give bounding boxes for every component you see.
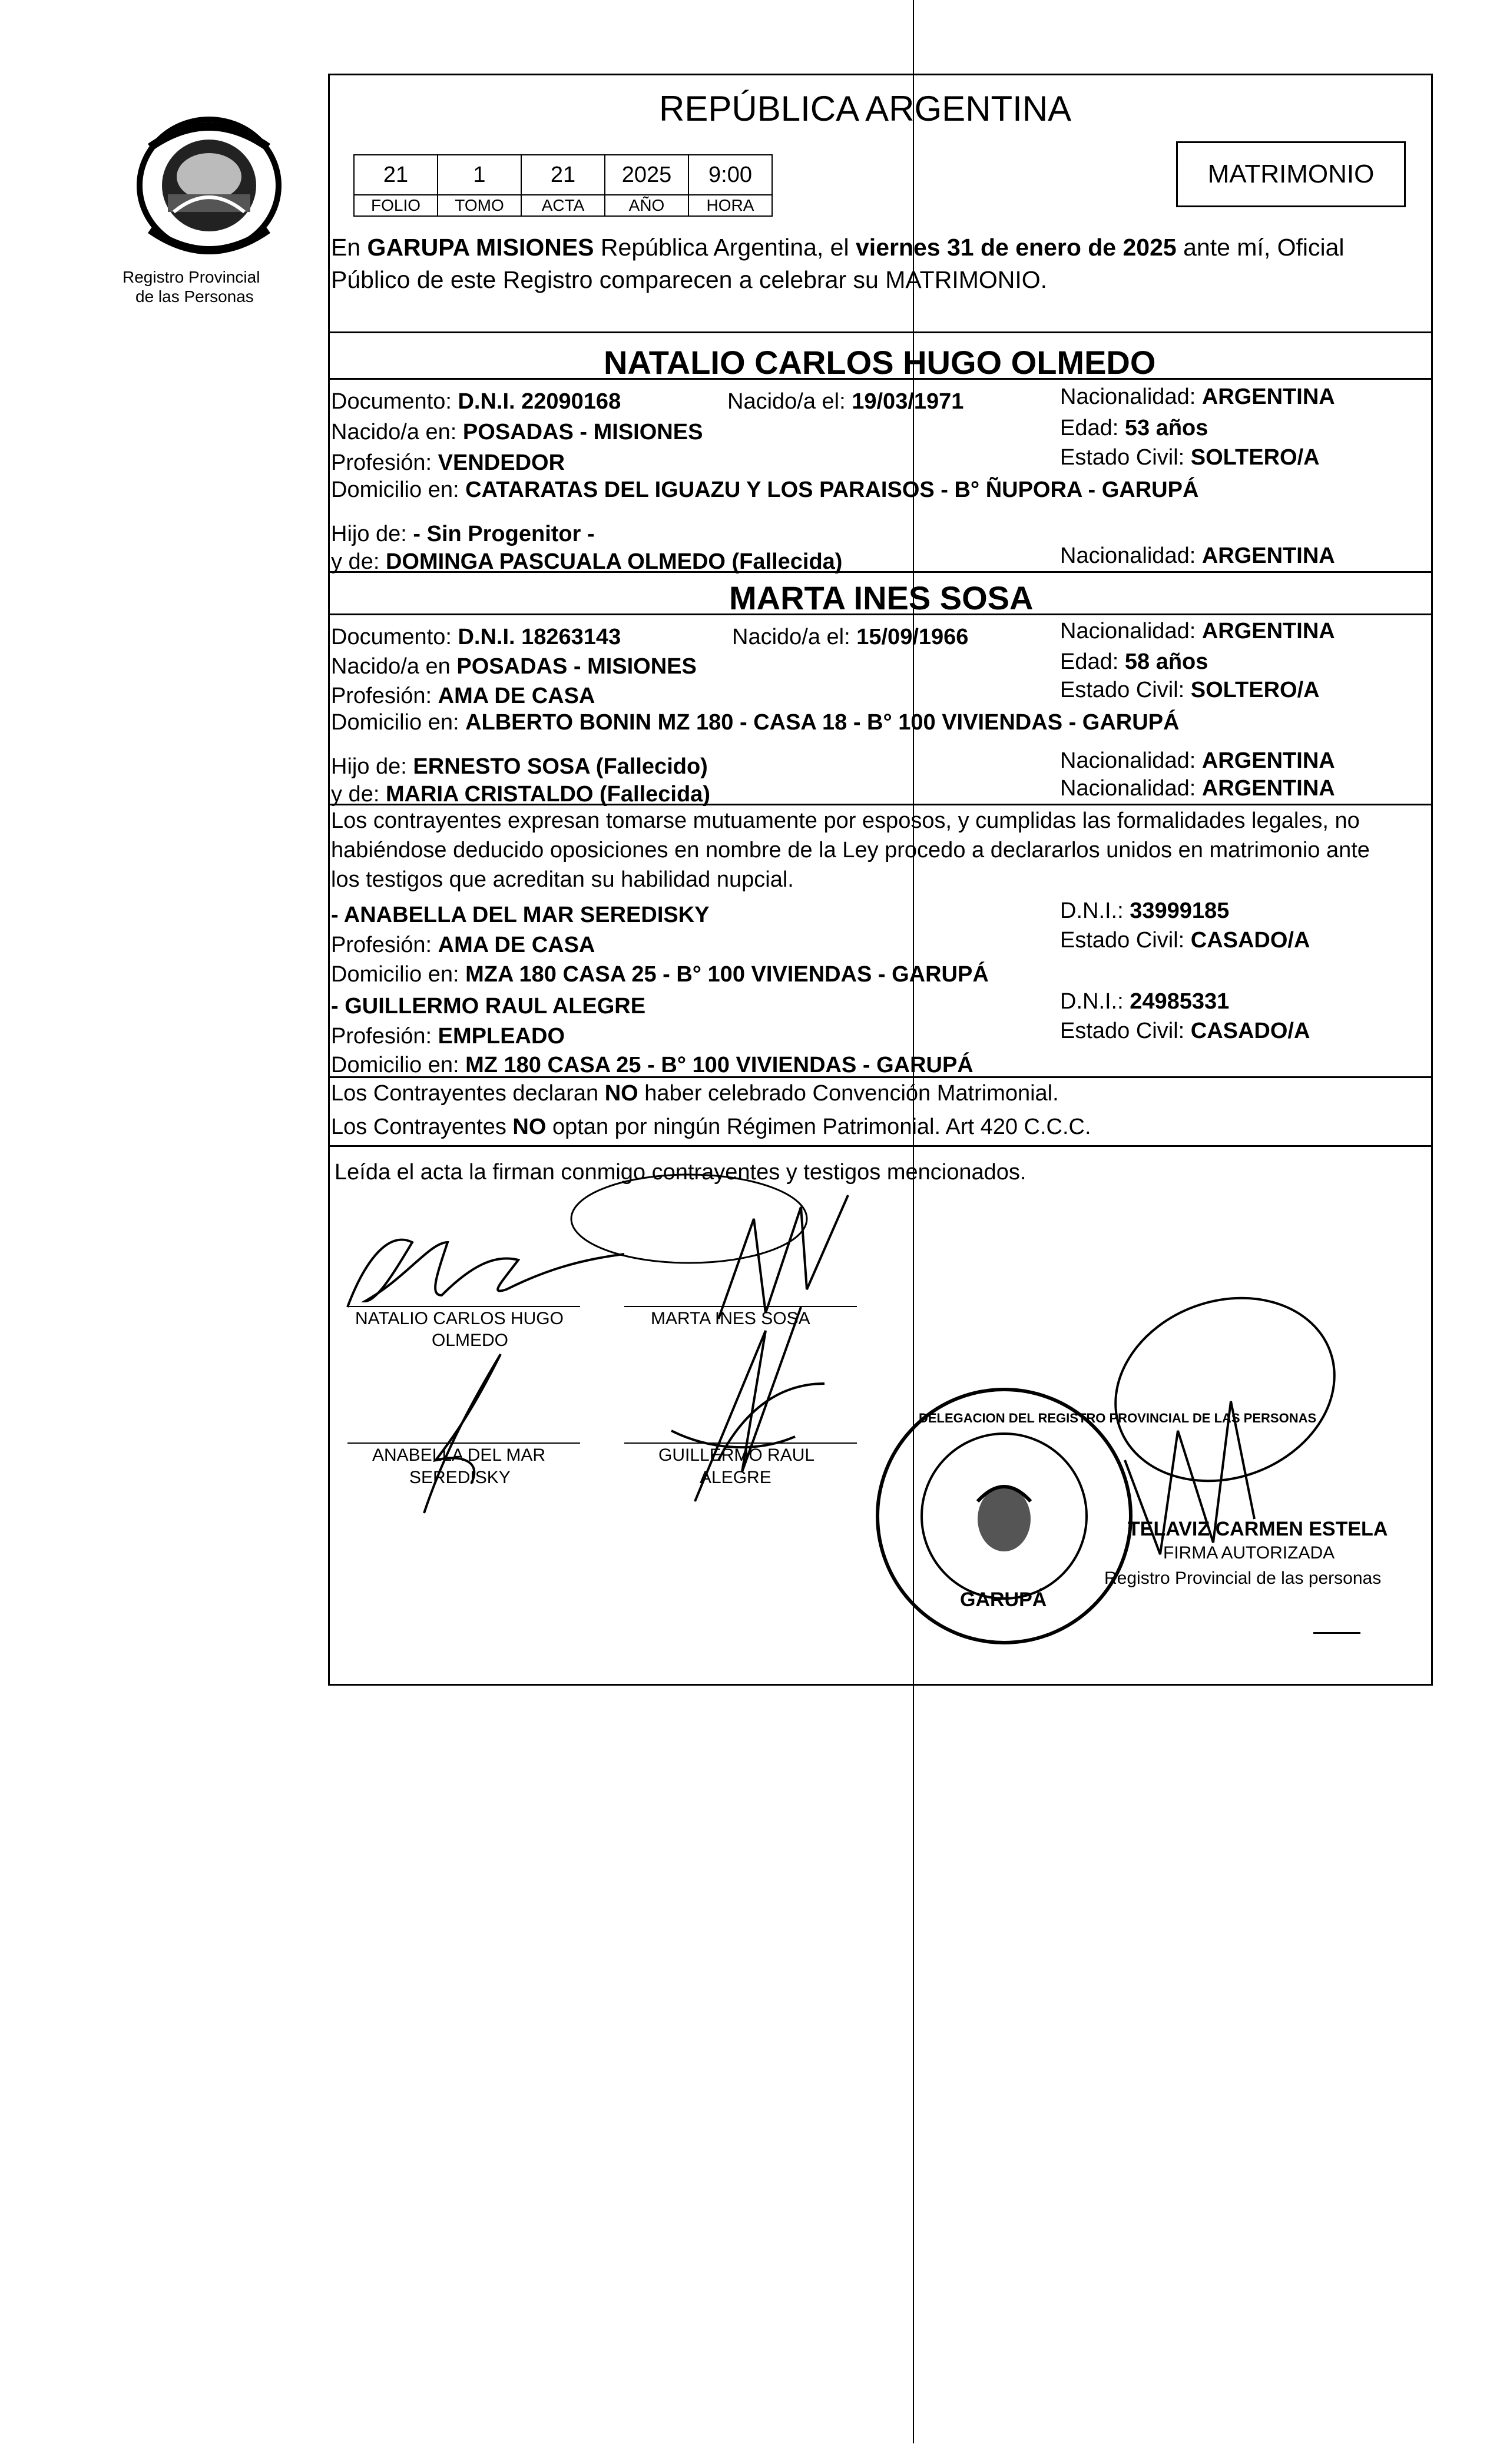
witness1-address: Domicilio en: MZA 180 CASA 25 - B° 100 VIVIENDAS - GARUPÁ: [331, 962, 989, 987]
divider: [328, 1076, 1433, 1078]
signature-line: [347, 1306, 580, 1307]
groom-civil-status: Estado Civil: SOLTERO/A: [1060, 445, 1320, 470]
hour-label: HORA: [688, 195, 772, 216]
groom-name: NATALIO CARLOS HUGO OLMEDO: [604, 344, 1156, 381]
bride-nationality: Nacionalidad: ARGENTINA: [1060, 619, 1335, 644]
witness2-address: Domicilio en: MZ 180 CASA 25 - B° 100 VIVIENDAS - GARUPÁ: [331, 1053, 973, 1077]
official-org: Registro Provincial de las personas: [1104, 1568, 1382, 1588]
bride-mother: y de: MARIA CRISTALDO (Fallecida): [331, 782, 710, 807]
groom-address: Domicilio en: CATARATAS DEL IGUAZU Y LOS PARAISOS - B° ÑUPORA - GARUPÁ: [331, 477, 1199, 502]
hour-value: 9:00: [688, 155, 772, 195]
bride-doc: Documento: D.N.I. 18263143: [331, 625, 621, 649]
groom-mother: y de: DOMINGA PASCUALA OLMEDO (Fallecida): [331, 549, 843, 574]
bride-birthplace: Nacido/a en POSADAS - MISIONES: [331, 654, 697, 679]
groom-nationality: Nacionalidad: ARGENTINA: [1060, 384, 1335, 409]
convention-line1: Los Contrayentes declaran NO haber celebrado Convención Matrimonial.: [331, 1081, 1059, 1106]
declaration-line2: habiéndose deducido oposiciones en nombre de la Ley procedo a declararlos unidos en matrimonio ante: [331, 838, 1370, 863]
w1-sig-label2: SEREDISKY: [409, 1468, 511, 1487]
signature-line: [624, 1442, 857, 1444]
bride-name: MARTA INES SOSA: [729, 579, 1034, 616]
stamp-text: DELEGACION DEL REGISTRO PROVINCIAL DE LAS PERSONAS: [919, 1411, 1317, 1425]
divider: [328, 571, 1433, 573]
witness1-signature: [400, 1342, 518, 1519]
year-label: AÑO: [605, 195, 688, 216]
divider: [328, 378, 1433, 380]
bride-profession: Profesión: AMA DE CASA: [331, 684, 595, 708]
signature-line: [347, 1442, 580, 1444]
witness1-name: - ANABELLA DEL MAR SEREDISKY: [331, 903, 710, 927]
witness1-civil-status: Estado Civil: CASADO/A: [1060, 928, 1310, 953]
groom-father: Hijo de: - Sin Progenitor -: [331, 522, 595, 546]
tomo-value: 1: [438, 155, 521, 195]
page-title: REPÚBLICA ARGENTINA: [659, 89, 1072, 128]
witness2-dni: D.N.I.: 24985331: [1060, 989, 1230, 1014]
intro-line1: En GARUPA MISIONES República Argentina, el viernes 31 de enero de 2025 ante mí, Oficial: [331, 234, 1345, 261]
witness1-dni: D.N.I.: 33999185: [1060, 898, 1230, 923]
signature-line: [624, 1306, 857, 1307]
witness1-profession: Profesión: AMA DE CASA: [331, 933, 595, 957]
acta-value: 21: [521, 155, 605, 195]
bride-address: Domicilio en: ALBERTO BONIN MZ 180 - CASA 18 - B° 100 VIVIENDAS - GARUPÁ: [331, 710, 1180, 735]
witness2-civil-status: Estado Civil: CASADO/A: [1060, 1019, 1310, 1043]
official-name: TELAVIZ CARMEN ESTELA: [1128, 1518, 1388, 1540]
province-seal-icon: [133, 112, 286, 259]
groom-sig-label2: OLMEDO: [432, 1331, 509, 1350]
groom-profession: Profesión: VENDEDOR: [331, 450, 565, 475]
year-value: 2025: [605, 155, 688, 195]
groom-doc: Documento: D.N.I. 22090168: [331, 389, 621, 414]
registry-table: [353, 154, 773, 217]
groom-age: Edad: 53 años: [1060, 416, 1208, 440]
groom-mother-nationality: Nacionalidad: ARGENTINA: [1060, 543, 1335, 568]
divider: [328, 804, 1433, 805]
logo-line1: Registro Provincial: [122, 268, 260, 286]
w2-sig-label1: GUILLERMO RAUL: [658, 1445, 815, 1465]
bride-father: Hijo de: ERNESTO SOSA (Fallecido): [331, 754, 708, 779]
folio-label: FOLIO: [354, 195, 438, 216]
bride-sig-label: MARTA INES SOSA: [651, 1309, 810, 1328]
bride-civil-status: Estado Civil: SOLTERO/A: [1060, 678, 1320, 702]
bride-age: Edad: 58 años: [1060, 649, 1208, 674]
bride-father-nationality: Nacionalidad: ARGENTINA: [1060, 748, 1335, 773]
divider: [328, 1145, 1433, 1147]
stamp-bottom: GARUPÁ: [960, 1588, 1047, 1611]
witness2-name: - GUILLERMO RAUL ALEGRE: [331, 994, 646, 1019]
groom-birthplace: Nacido/a en: POSADAS - MISIONES: [331, 420, 703, 445]
act-type-box: MATRIMONIO: [1176, 141, 1406, 207]
divider: [328, 331, 1433, 333]
bride-mother-nationality: Nacionalidad: ARGENTINA: [1060, 776, 1335, 801]
official-role: FIRMA AUTORIZADA: [1163, 1543, 1335, 1563]
intro-line2: Público de este Registro comparecen a celebrar su MATRIMONIO.: [331, 266, 1048, 293]
folio-value: 21: [354, 155, 438, 195]
bride-born: Nacido/a el: 15/09/1966: [732, 625, 969, 649]
w1-sig-label1: ANABELLA DEL MAR: [372, 1445, 546, 1465]
declaration-line3: los testigos que acreditan su habilidad nupcial.: [331, 867, 794, 892]
groom-sig-label1: NATALIO CARLOS HUGO: [355, 1309, 564, 1328]
signature-stroke: [1313, 1632, 1360, 1634]
closing-text: Leída el acta la firman conmigo contrayentes y testigos mencionados.: [335, 1160, 1027, 1185]
witness2-profession: Profesión: EMPLEADO: [331, 1024, 565, 1049]
logo-line2: de las Personas: [135, 287, 254, 306]
declaration-line1: Los contrayentes expresan tomarse mutuamente por esposos, y cumplidas las formalidades legales, no: [331, 808, 1360, 833]
tomo-label: TOMO: [438, 195, 521, 216]
acta-label: ACTA: [521, 195, 605, 216]
convention-line2: Los Contrayentes NO optan por ningún Régimen Patrimonial. Art 420 C.C.C.: [331, 1115, 1091, 1139]
divider: [328, 613, 1433, 615]
groom-born: Nacido/a el: 19/03/1971: [727, 389, 964, 414]
w2-sig-label2: ALEGRE: [700, 1468, 771, 1487]
